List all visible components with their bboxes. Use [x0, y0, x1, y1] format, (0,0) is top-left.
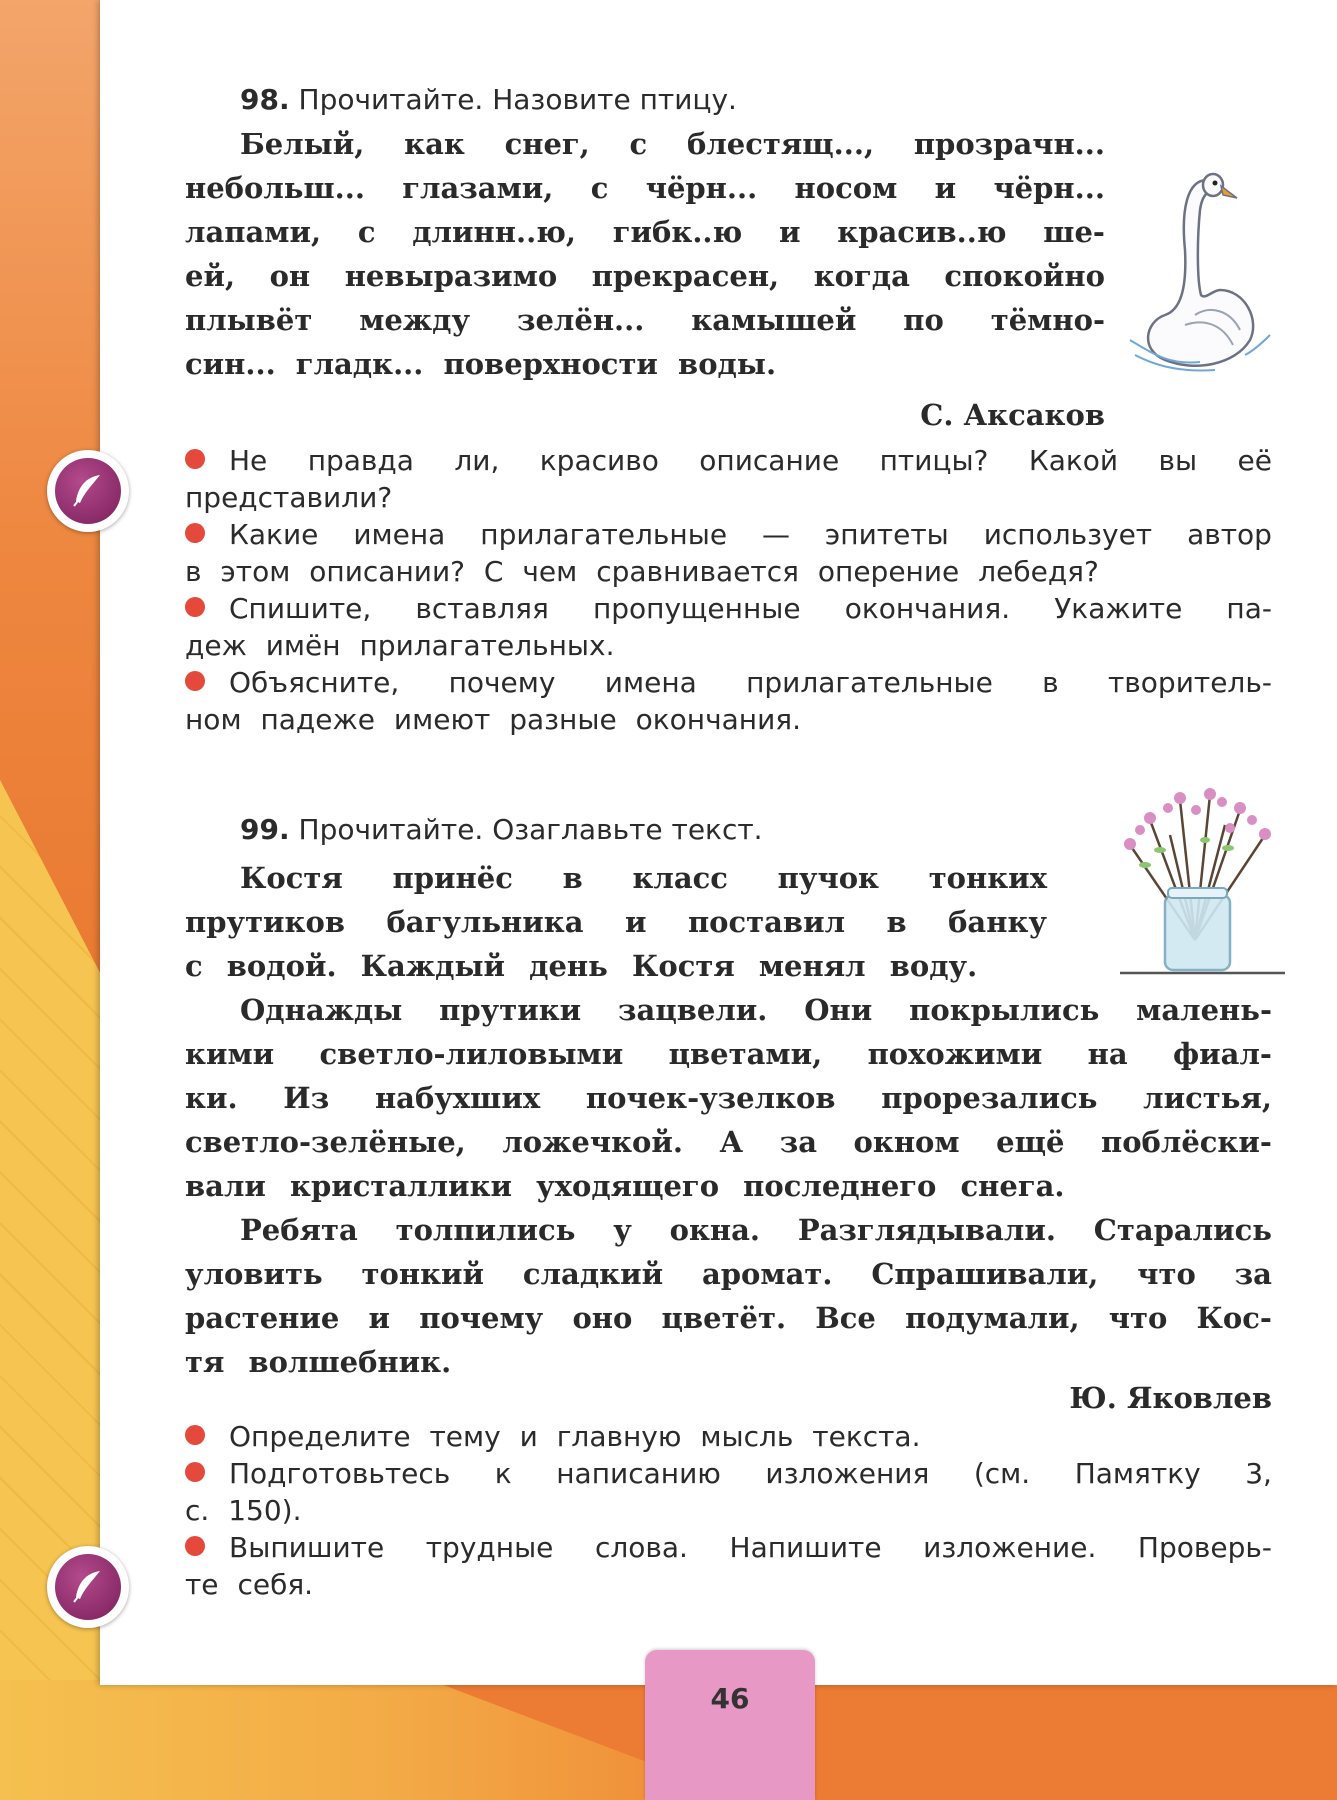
word: Какой — [1028, 444, 1119, 477]
word: прилагательных. — [359, 629, 615, 662]
word: имён — [265, 629, 341, 662]
word: падеже — [260, 703, 375, 736]
word: растение — [185, 1301, 340, 1335]
word: по — [903, 303, 944, 337]
word: вы — [1158, 444, 1198, 477]
word: багульника — [386, 905, 584, 939]
word: — — [761, 518, 790, 551]
word: воды. — [678, 347, 777, 381]
word: светло-лиловыми — [319, 1037, 624, 1071]
word: в — [562, 861, 583, 895]
exercise-99-number: 99. — [240, 813, 290, 846]
word: вали — [185, 1169, 266, 1203]
bullet-icon — [185, 1462, 205, 1482]
word: носом — [794, 171, 898, 205]
word: Спишите, — [229, 592, 372, 625]
exercise-99-text — [185, 988, 1272, 1384]
word: прутики — [439, 993, 582, 1027]
word: уходящего — [536, 1169, 720, 1203]
word: между — [359, 303, 471, 337]
word: па- — [1226, 592, 1272, 625]
word: имена — [604, 666, 697, 699]
word: трудные — [425, 1531, 554, 1564]
word: Старались — [1093, 1213, 1272, 1247]
word: поверхности — [443, 347, 658, 381]
bullet-icon — [185, 449, 205, 469]
text-line — [185, 1076, 1272, 1120]
bullet-icon — [185, 1536, 205, 1556]
word: что — [1108, 1301, 1168, 1335]
text-line — [185, 1252, 1272, 1296]
word: Однажды — [240, 993, 403, 1027]
exercise-99-task: Прочитайте. Озаглавьте текст. — [298, 813, 763, 846]
word: толпились — [395, 1213, 576, 1247]
feather-pen-icon — [68, 1567, 108, 1607]
question-line — [185, 664, 1272, 701]
word: в — [886, 905, 907, 939]
word: прорезались — [881, 1081, 1098, 1115]
exercise-99-header — [185, 808, 763, 852]
word: окна. — [669, 1213, 761, 1247]
word: прозрачн... — [913, 127, 1105, 161]
text-line — [185, 1208, 1272, 1252]
word: и — [624, 905, 647, 939]
question-line — [185, 1566, 1272, 1603]
page-number: 46 — [710, 1682, 750, 1715]
word: волшебник. — [248, 1345, 452, 1379]
word: за — [779, 1125, 817, 1159]
word: похожими — [867, 1037, 1043, 1071]
word: её — [1237, 444, 1272, 477]
text-line — [185, 1032, 1272, 1076]
word: Ребята — [240, 1213, 358, 1247]
word: поблёски- — [1100, 1125, 1272, 1159]
word: автор — [1187, 518, 1272, 551]
word: с — [590, 171, 609, 205]
word: спокойно — [944, 259, 1105, 293]
word: те — [185, 1568, 219, 1601]
word: набухших — [374, 1081, 541, 1115]
word: Спрашивали, — [871, 1257, 1099, 1291]
word: пропущенные — [592, 592, 801, 625]
word: С — [483, 555, 504, 588]
question-item — [185, 1455, 1272, 1529]
question-line — [185, 553, 1272, 590]
word: ли, — [454, 444, 500, 477]
word: с. — [185, 1494, 210, 1527]
question-line — [185, 590, 1272, 627]
word: прилагательные — [480, 518, 728, 551]
word: ещё — [996, 1125, 1065, 1159]
word: имеют — [393, 703, 491, 736]
text-line — [185, 122, 1105, 166]
question-item — [185, 516, 1272, 590]
word: как — [404, 127, 465, 161]
word: Памятку — [1074, 1457, 1201, 1490]
word: главную — [556, 1420, 682, 1453]
word: Не — [229, 444, 268, 477]
word: Выпишите — [229, 1531, 385, 1564]
question-line — [185, 701, 1272, 738]
word: цветёт. — [661, 1301, 787, 1335]
word: покрылись — [909, 993, 1100, 1027]
text-line — [185, 166, 1105, 210]
word: гибк..ю — [612, 215, 743, 249]
word: имена — [353, 518, 446, 551]
swan-illustration — [1125, 140, 1275, 375]
word: Каждый — [360, 949, 506, 983]
word: и — [779, 215, 801, 249]
word: ей, — [185, 259, 236, 293]
word: он — [269, 259, 311, 293]
writing-task-badge — [47, 450, 129, 532]
word: снега. — [960, 1169, 1065, 1203]
word: с — [185, 949, 203, 983]
word: Кос- — [1196, 1301, 1272, 1335]
word: листья, — [1143, 1081, 1272, 1115]
word: к — [494, 1457, 512, 1490]
exercise-99-text-top — [185, 856, 1047, 988]
word: банку — [948, 905, 1047, 939]
exercise-98-task: Прочитайте. Назовите птицу. — [298, 83, 737, 116]
word: сладкий — [522, 1257, 664, 1291]
text-line — [185, 342, 1105, 386]
word: птицы? — [879, 444, 989, 477]
question-item — [185, 442, 1272, 516]
question-line — [185, 1529, 1272, 1566]
word: ки. — [185, 1081, 238, 1115]
word: чёрн... — [993, 171, 1105, 205]
word: правда — [307, 444, 414, 477]
exercise-99-author: Ю. Яковлев — [1069, 1381, 1272, 1415]
word: себя. — [237, 1568, 314, 1601]
word: описании? — [309, 555, 466, 588]
word: ложечкой. — [502, 1125, 683, 1159]
word: пучок — [777, 861, 879, 895]
word: когда — [813, 259, 910, 293]
question-line — [185, 1492, 1272, 1529]
word: творитель- — [1107, 666, 1272, 699]
word: деж — [185, 629, 247, 662]
word: менял — [758, 949, 866, 983]
word: за — [1234, 1257, 1272, 1291]
word: сравнивается — [596, 555, 799, 588]
word: Какие — [229, 518, 319, 551]
word: Белый, — [240, 127, 365, 161]
word: тонкий — [361, 1257, 485, 1291]
word: использует — [983, 518, 1153, 551]
word: светло-зелёные, — [185, 1125, 466, 1159]
word: лапами, — [185, 215, 322, 249]
word: в — [1042, 666, 1059, 699]
word: аромат. — [701, 1257, 833, 1291]
word: лебедя? — [978, 555, 1099, 588]
word: изложение. — [923, 1531, 1097, 1564]
text-line — [185, 254, 1105, 298]
word: описание — [699, 444, 840, 477]
word: син... — [185, 347, 276, 381]
word: текста. — [812, 1420, 921, 1453]
word: в — [185, 555, 202, 588]
word: подумали, — [905, 1301, 1080, 1335]
question-item — [185, 1529, 1272, 1603]
word: почему — [448, 666, 556, 699]
word: камышей — [691, 303, 857, 337]
word: прекрасен, — [591, 259, 780, 293]
word: оно — [572, 1301, 633, 1335]
word: оперение — [817, 555, 960, 588]
word: чёрн... — [645, 171, 758, 205]
word: с — [357, 215, 376, 249]
exercise-99-author-row — [185, 1376, 1272, 1420]
flower-jar-illustration — [1110, 780, 1285, 980]
word: день — [529, 949, 608, 983]
word: окончания. — [635, 703, 802, 736]
question-line — [185, 479, 1272, 516]
word: Проверь- — [1137, 1531, 1272, 1564]
exercise-98-header — [185, 78, 737, 122]
word: малень- — [1136, 993, 1272, 1027]
word: воду. — [889, 949, 978, 983]
word: поставил — [687, 905, 846, 939]
word: тёмно- — [990, 303, 1105, 337]
word: блестящ..., — [686, 127, 875, 161]
word: красиво — [539, 444, 659, 477]
exercise-98-text — [185, 122, 1105, 386]
exercise-98-author: С. Аксаков — [920, 398, 1105, 432]
word: изложения — [765, 1457, 930, 1490]
word: что — [1137, 1257, 1196, 1291]
word: Подготовьтесь — [229, 1457, 451, 1490]
word: почему — [419, 1301, 544, 1335]
word: окном — [853, 1125, 960, 1159]
word: зелён... — [516, 303, 645, 337]
word: гладк... — [295, 347, 424, 381]
word: цветами, — [668, 1037, 823, 1071]
word: А — [719, 1125, 744, 1159]
word: на — [1087, 1037, 1128, 1071]
text-line — [185, 298, 1105, 342]
word: и — [368, 1301, 391, 1335]
bullet-icon — [185, 597, 205, 617]
exercise-99-questions — [185, 1418, 1272, 1603]
question-item — [185, 664, 1272, 738]
word: Из — [283, 1081, 330, 1115]
word: почек-узелков — [585, 1081, 836, 1115]
word: небольш... — [185, 171, 365, 205]
word: принёс — [392, 861, 513, 895]
word: Укажите — [1054, 592, 1183, 625]
exercise-98-number: 98. — [240, 83, 290, 116]
word: 3, — [1245, 1457, 1272, 1490]
word: последнего — [743, 1169, 937, 1203]
text-line — [185, 1296, 1272, 1340]
question-item — [185, 590, 1272, 664]
bullet-icon — [185, 1425, 205, 1445]
word: Определите — [229, 1420, 411, 1453]
text-line — [185, 988, 1272, 1032]
word: ше- — [1043, 215, 1105, 249]
word: прутиков — [185, 905, 345, 939]
word: глазами, — [402, 171, 554, 205]
question-line — [185, 1418, 1272, 1455]
word: прилагательные — [746, 666, 993, 699]
writing-task-badge — [47, 1546, 129, 1628]
word: представили? — [185, 481, 393, 514]
bullet-icon — [185, 671, 205, 691]
word: эпитеты — [824, 518, 949, 551]
word: вставляя — [415, 592, 549, 625]
word: Они — [804, 993, 873, 1027]
word: Разглядывали. — [797, 1213, 1056, 1247]
word: плывёт — [185, 303, 313, 337]
word: ном — [185, 703, 242, 736]
page-number-tab — [645, 1650, 815, 1800]
word: длинн..ю, — [412, 215, 576, 249]
question-line — [185, 516, 1272, 553]
word: Объясните, — [229, 666, 400, 699]
exercise-98-questions — [185, 442, 1272, 738]
text-line — [185, 900, 1047, 944]
word: разные — [509, 703, 617, 736]
word: уловить — [185, 1257, 323, 1291]
word: зацвели. — [618, 993, 768, 1027]
question-line — [185, 442, 1272, 479]
text-line — [185, 1164, 1272, 1208]
word: тему — [429, 1420, 501, 1453]
word: написанию — [556, 1457, 721, 1490]
word: и — [519, 1420, 538, 1453]
word: кими — [185, 1037, 275, 1071]
word: тонких — [928, 861, 1047, 895]
word: у — [613, 1213, 632, 1247]
word: водой. — [226, 949, 337, 983]
word: слова. — [594, 1531, 688, 1564]
word: мысль — [700, 1420, 794, 1453]
word: Костя — [240, 861, 343, 895]
text-line — [185, 856, 1047, 900]
text-line — [185, 210, 1105, 254]
bullet-icon — [185, 523, 205, 543]
word: снег, — [504, 127, 590, 161]
word: красив..ю — [837, 215, 1007, 249]
word: с — [629, 127, 648, 161]
word: невыразимо — [344, 259, 558, 293]
feather-pen-icon — [68, 471, 108, 511]
word: 150). — [228, 1494, 302, 1527]
word: Все — [815, 1301, 876, 1335]
question-line — [185, 627, 1272, 664]
word: Костя — [631, 949, 735, 983]
word: этом — [220, 555, 291, 588]
word: тя — [185, 1345, 225, 1379]
question-item — [185, 1418, 1272, 1455]
question-line — [185, 1455, 1272, 1492]
word: кристаллики — [290, 1169, 513, 1203]
word: Напишите — [729, 1531, 882, 1564]
word: (см. — [973, 1457, 1031, 1490]
word: класс — [632, 861, 728, 895]
text-line — [185, 1120, 1272, 1164]
exercise-98-author-row — [185, 393, 1105, 437]
word: окончания. — [844, 592, 1011, 625]
word: чем — [522, 555, 578, 588]
word: и — [934, 171, 957, 205]
word: фиал- — [1173, 1037, 1272, 1071]
text-line — [185, 944, 1047, 988]
